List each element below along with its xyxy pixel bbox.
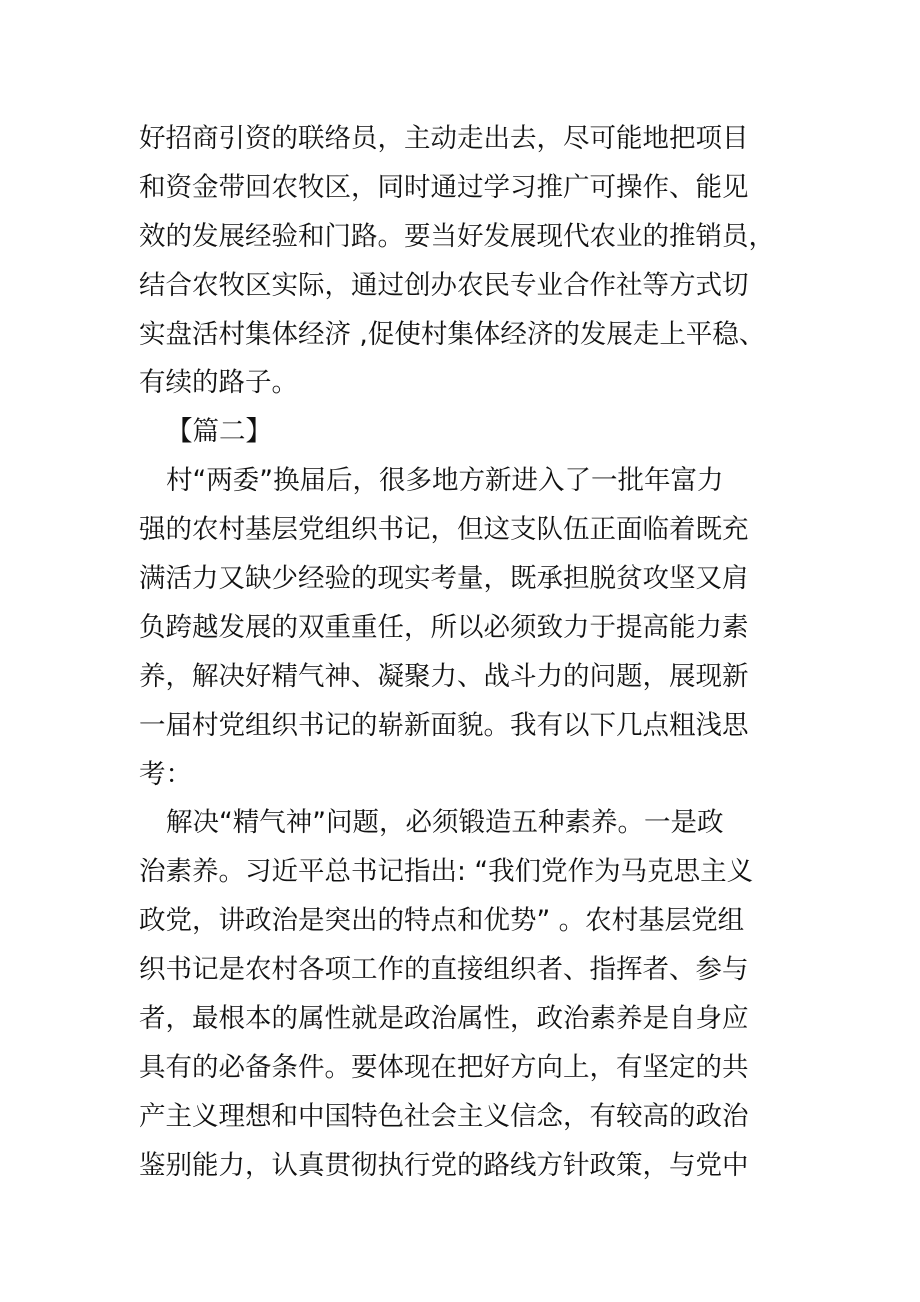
- paragraph-line: 村“两委”换届后，很多地方新进入了一批年富力: [166, 465, 724, 497]
- paragraph-line: 效的发展经验和门路。要当好发展现代农业的推销员，: [139, 220, 775, 252]
- paragraph-line: 好招商引资的联络员，主动走出去，尽可能地把项目: [139, 123, 749, 154]
- paragraph-line: 实盘活村集体经济 ,促使村集体经济的发展走上平稳、: [139, 318, 766, 350]
- paragraph-line: 鉴别能力，认真贯彻执行党的路线方针政策，与党中: [139, 1149, 749, 1181]
- paragraph-line: 和资金带回农牧区，同时通过学习推广可操作、能见: [139, 171, 749, 203]
- paragraph-line: 满活力又缺少经验的现实考量，既承担脱贫攻坚又肩: [139, 563, 749, 595]
- paragraph-1: [139, 115, 789, 408]
- paragraph-line: 强的农村基层党组织书记，但这支队伍正面临着既充: [139, 514, 749, 546]
- paragraph-3: [139, 799, 789, 1190]
- paragraph-line: 具有的必备条件。要体现在把好方向上，有坚定的共: [139, 1051, 749, 1083]
- document-body: [139, 115, 789, 1191]
- paragraph-line: 治素养。习近平总书记指出: “我们党作为马克思主义: [139, 856, 754, 888]
- paragraph-line: 有续的路子。: [139, 367, 298, 399]
- paragraph-2: [139, 457, 789, 799]
- paragraph-line: 政党，讲政治是突出的特点和优势” 。农村基层党组: [139, 905, 745, 937]
- paragraph-line: 织书记是农村各项工作的直接组织者、指挥者、参与: [139, 954, 749, 986]
- paragraph-line: 养，解决好精气神、凝聚力、战斗力的问题，展现新: [139, 660, 749, 692]
- paragraph-line: 者，最根本的属性就是政治属性，政治素养是自身应: [139, 1003, 749, 1035]
- paragraph-line: 负跨越发展的双重重任，所以必须致力于提高能力素: [139, 611, 749, 643]
- paragraph-line: 考：: [139, 758, 192, 790]
- paragraph-line: 解决“精气神”问题，必须锻造五种素养。一是政: [166, 807, 724, 839]
- paragraph-line: 一届村党组织书记的崭新面貌。我有以下几点粗浅思: [139, 709, 749, 741]
- section-heading: 【篇二】: [166, 416, 272, 448]
- paragraph-line: 结合农牧区实际，通过创办农民专业合作社等方式切: [139, 269, 749, 301]
- paragraph-line: 产主义理想和中国特色社会主义信念，有较高的政治: [139, 1100, 749, 1132]
